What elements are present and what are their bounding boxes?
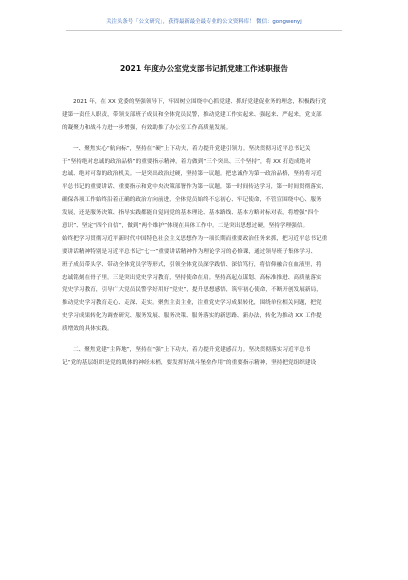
text-line: 一、聚焦实心“航向标”，坚持在“硬”上下功夫，着力提升党建引领力。坚决贯彻习近平总书记关 xyxy=(73,145,311,152)
text-line: 2021 年，在 XX 党委的坚强领导下，牢固树立围绕中心抓党建、抓好党建促业务的理念，积极践行党 xyxy=(73,99,327,105)
text-line: 发展，还是服务决策、指导实践都能自觉同党的基本理论、基本路线、基本方略对标对表，将增强“四个 xyxy=(62,210,319,217)
text-line: 要讲话精神特别是习近平总书记“七一”重要讲话精神作为理论学习的必修课，通过领导班子集体学习、 xyxy=(62,248,317,255)
text-line: 忠诚铭刻在骨子里。三是突出党史学习教育，坚持使命在肩。坚持高起点谋划、高标准推进、高质量落实 xyxy=(62,274,322,281)
text-line: 二、聚焦党建“主阵地”，坚持在“强”上下功夫，着力提升党建感召力。坚决贯彻落实习近平总书 xyxy=(73,347,311,354)
text-line: 于“坚持绝对忠诚的政治品格”的重要指示精神，着力做到“三个突出、三个坚持”，将 XX 打造成绝对 xyxy=(62,158,311,165)
paragraph-section-1 xyxy=(62,143,354,336)
paragraph-section-2 xyxy=(62,344,354,370)
text-line: 记“党的基层组织是党的肌体的神经末梢，要发挥好战斗堡垒作用”的重要指示精神，坚持把党组织建设 xyxy=(62,359,317,366)
text-line: 党史学习教育，引导广大党员民警学好用好“党史”，提升思想感悟，筑牢初心使命，不断开创发展新局， xyxy=(62,287,322,294)
promo-banner: 关注头条号「公文研究」，获得最新最全最专业的公文资料库！ 微信：gongwenyj xyxy=(106,19,302,25)
text-line: 质增效的具体实践。 xyxy=(62,326,113,333)
document-title: 2021 年度办公室党支部书记抓党建工作述职报告 xyxy=(119,64,289,73)
text-line: 班子成员带头学、带动全体党员学等形式，引领全体党员深学践悟、深信笃行，将信仰融合在血液里，将 xyxy=(62,261,322,268)
text-line: 平总书记的重要讲话、重要指示和党中央决策部署作为第一议题，第一时间传达学习，第一时间贯彻落实， xyxy=(62,184,328,191)
text-line: 始终把学习贯彻习近平新时代中国特色社会主义思想作为一项长期而重要政治任务来抓，把习近平总书记重 xyxy=(62,235,328,242)
text-line: 确保各项工作始终沿着正确的政治方向前进，全体党员始终不忘初心、牢记使命，不管宣围绕中心、服务 xyxy=(62,197,322,204)
header-divider xyxy=(66,30,342,31)
text-line: 的凝聚力和战斗力进一步增强，有效助推了办公室工作高质量发展。 xyxy=(62,124,232,131)
text-line: 推动党史学习教育走心、走深、走实。聚焦主责主业，注重党史学习成果转化，围绕单位相关问题，把党 xyxy=(62,300,322,307)
paragraph-intro xyxy=(62,96,354,135)
text-line: 忠诚、绝对可靠的政治机关。一是突出政治过硬，坚持第一议题。把忠诚作为第一政治品格，坚持将习近 xyxy=(62,171,322,178)
text-line: 建第一责任人职责，带领支部班子成员和全体党员民警，推动党建工作实起来、强起来、严起来，党支部 xyxy=(62,111,322,118)
document-body xyxy=(62,96,354,378)
text-line: 史学习成果转化为调查研究、服务发展、服务决策、服务落实的新思路、新办法，转化为推动 XX 工作提 xyxy=(62,313,322,320)
text-line: 意识”、坚定“四个自信”，做到“两个维护”体现在具体工作中。二是突出思想过硬，坚持学理强信。 xyxy=(62,223,309,230)
